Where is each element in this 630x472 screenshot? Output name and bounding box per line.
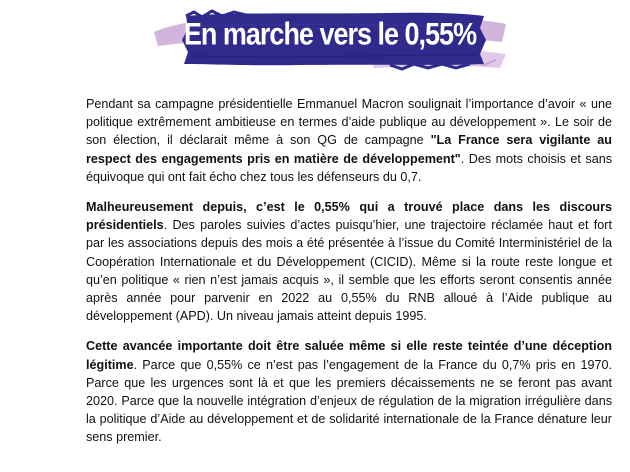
page-title: En marche vers le 0,55% bbox=[183, 16, 477, 52]
paragraph-2-text: . Des paroles suivies d’actes puisqu’hier, une trajectoire réclamée haut et fort par les associations depuis des mois a été présentée à l’issue du Comité Interministériel de la Coopération Internationale et du Développement (CICID). Même si la route reste longue et qu’en politique « rien n’est jamais acquis », il semble que les efforts seront consentis année après année pour parvenir en 2022 au 0,55% du RNB alloué à l’Aide publique au développement (APD). Un niveau jamais atteint depuis 1995. bbox=[86, 218, 612, 324]
paragraph-3-lead: Cette avancée importante doit être saluée même si elle reste teintée d’une déception légitime bbox=[86, 339, 612, 372]
paragraph-2-lead: Malheureusement depuis, c’est le 0,55% qui a trouvé place dans les discours présidentiels bbox=[86, 200, 612, 233]
title-banner bbox=[150, 2, 510, 78]
paragraph-1-text-end: . Des mots choisis et sans équivoque qui ont fait écho chez tous les défenseurs du 0,7. bbox=[86, 151, 612, 184]
article-body bbox=[86, 95, 612, 459]
paragraph-3 bbox=[86, 337, 612, 446]
paragraph-3-text: . Parce que 0,55% ce n’est pas l’engagement de la France du 0,7% pris en 1970. Parce que les urgences sont là et que les premiers décaissements ne se feront pas avant 2020. Parce que la nouvelle intégration d’enjeux de régulation de la migration irrégulière dans la politique d’Aide au développement et de solidarité internationale de la France dénature leur sens premier. bbox=[86, 357, 612, 445]
paragraph-1-text-start: Pendant sa campagne présidentielle Emmanuel Macron soulignait l’importance d’avoir « une politique extrêmement ambitieuse en termes d’aide publique au développement ». Le soir de son élection, il déclarait même à son QG de campagne bbox=[86, 97, 612, 148]
paragraph-1 bbox=[86, 95, 612, 186]
paragraph-1-quote: "La France sera vigilante au respect des engagements pris en matière de développement" bbox=[86, 133, 612, 166]
paragraph-2 bbox=[86, 198, 612, 325]
